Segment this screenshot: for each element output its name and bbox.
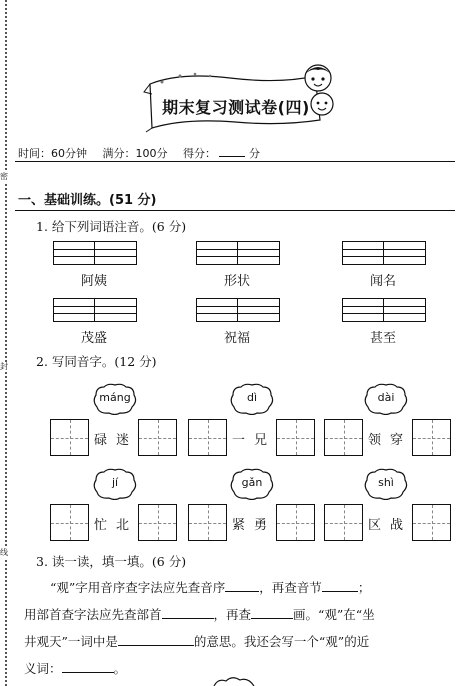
given-char: 战 (390, 518, 404, 533)
pinyin-bubble: shì (363, 468, 409, 500)
answer-blank[interactable] (251, 606, 293, 619)
margin-char-xian: 线 (0, 548, 8, 557)
word-label: 形状 (223, 274, 250, 289)
divider-top (15, 161, 455, 162)
margin-char-feng: 封 (0, 362, 8, 371)
binding-dotted-line (5, 0, 7, 686)
answer-blank[interactable] (322, 579, 358, 592)
given-char: 迷 (116, 433, 130, 448)
given-char: 区 (368, 518, 382, 533)
given-char: 穿 (390, 433, 404, 448)
time-info: 时间：60分钟 (18, 147, 87, 160)
answer-blank[interactable] (225, 579, 259, 592)
tianzi-grid[interactable] (138, 504, 177, 541)
given-char: 北 (116, 518, 130, 533)
score-label: 得分： (183, 147, 216, 160)
divider-section (15, 210, 455, 211)
pinyin-bubble: dì (229, 383, 275, 415)
tianzi-grid[interactable] (412, 419, 451, 456)
tianzi-grid[interactable] (50, 504, 89, 541)
q3-line-4: 义词： 。 (24, 661, 127, 676)
given-char: 兄 (254, 433, 268, 448)
page-title: 期末复习测试卷(四) (162, 98, 310, 117)
pinyin-grid[interactable] (342, 298, 426, 322)
tianzi-grid[interactable] (324, 419, 363, 456)
section-heading: 一、基础训练。(51 分) (18, 193, 157, 208)
given-char: 一 (232, 433, 246, 448)
score-blank[interactable] (219, 147, 245, 157)
given-char: 碌 (94, 433, 108, 448)
pinyin-bubble: máng (92, 383, 138, 415)
given-char: 忙 (94, 518, 108, 533)
answer-blank[interactable] (162, 606, 214, 619)
pinyin-bubble: jí (92, 468, 138, 500)
given-char: 勇 (254, 518, 268, 533)
tianzi-grid[interactable] (276, 419, 315, 456)
tianzi-grid[interactable] (412, 504, 451, 541)
given-char: 紧 (232, 518, 246, 533)
q3-line-2: 用部首查字法应先查部首 ，再查 画。“观”在“坐 (24, 607, 375, 622)
pinyin-grid[interactable] (342, 241, 426, 265)
word-label: 闻名 (369, 274, 396, 289)
full-score-info: 满分：100分 (102, 147, 168, 160)
pinyin-bubble: gǎn (229, 468, 275, 500)
margin-char-mi: 密 (0, 172, 8, 181)
answer-blank[interactable] (62, 660, 114, 673)
word-label: 祝福 (223, 331, 250, 346)
q1-title: 1. 给下列词语注音。(6 分) (36, 219, 187, 234)
q2-title: 2. 写同音字。(12 分) (36, 354, 157, 369)
pinyin-grid[interactable] (196, 241, 280, 265)
cartoon-girl-icon (305, 65, 331, 91)
pinyin-grid[interactable] (53, 298, 137, 322)
pinyin-grid[interactable] (196, 298, 280, 322)
tianzi-grid[interactable] (188, 504, 227, 541)
exam-info (18, 145, 264, 161)
pinyin-grid[interactable] (53, 241, 137, 265)
word-label: 甚至 (369, 331, 396, 346)
pinyin-bubble: dài (363, 383, 409, 415)
q3-line-1: “观”字用音序查字法应先查音序 ，再查音节 ； (50, 580, 371, 595)
tianzi-grid[interactable] (188, 419, 227, 456)
tianzi-grid[interactable] (138, 419, 177, 456)
q3-title: 3. 读一读，填一填。(6 分) (36, 554, 187, 569)
word-label: 阿姨 (80, 274, 107, 289)
q3-line-3: 井观天”一词中是 的意思。我还会写一个“观”的近 (24, 634, 370, 649)
given-char: 领 (368, 433, 382, 448)
tianzi-grid[interactable] (276, 504, 315, 541)
word-label: 茂盛 (80, 331, 107, 346)
answer-blank[interactable] (118, 633, 194, 646)
tianzi-grid[interactable] (50, 419, 89, 456)
score-unit: 分 (249, 147, 260, 160)
tianzi-grid[interactable] (324, 504, 363, 541)
cloud-icon (212, 676, 256, 686)
